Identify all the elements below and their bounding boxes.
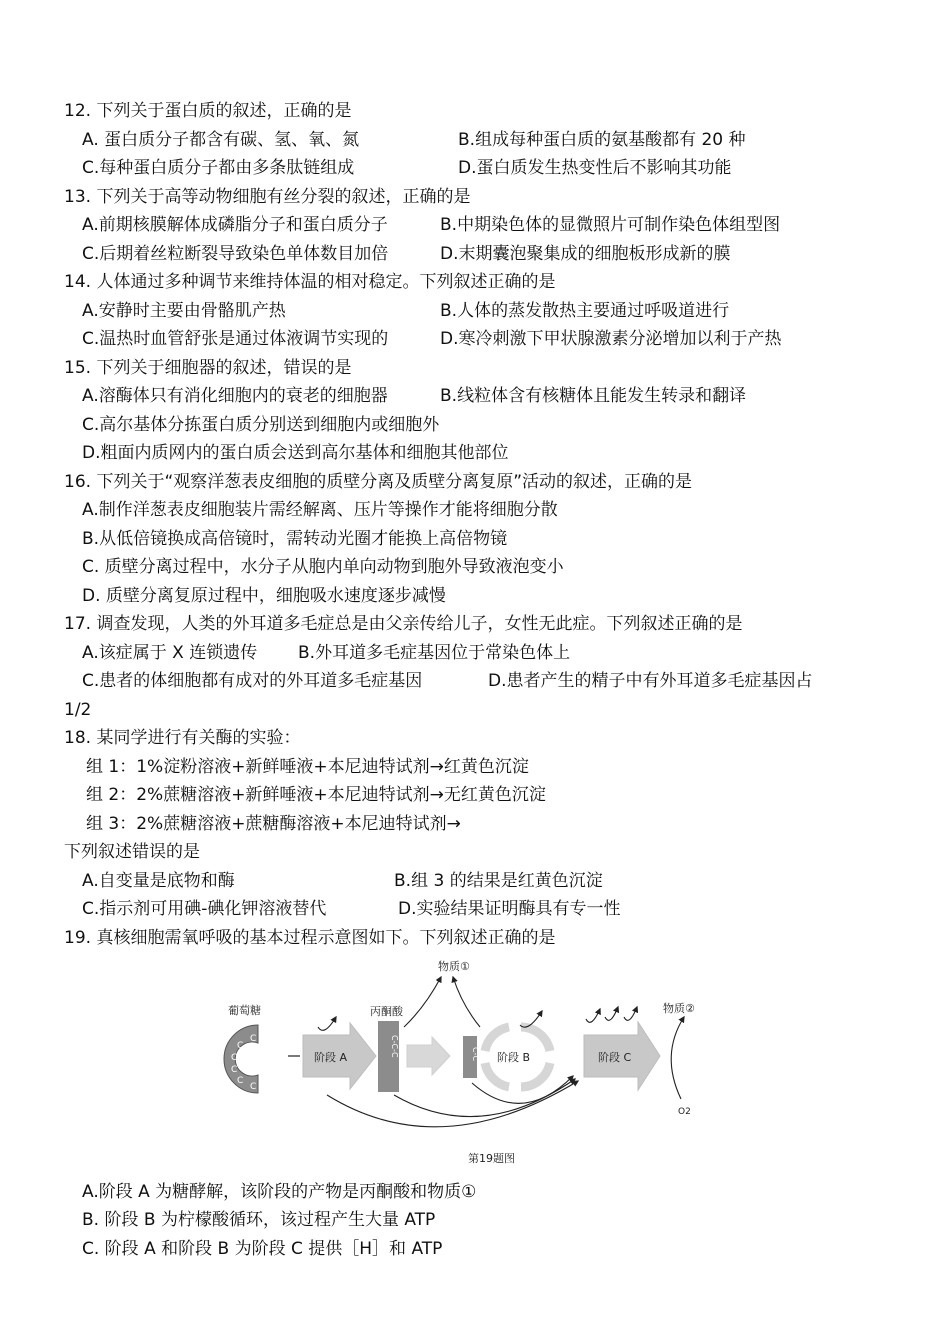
transition-arrow	[407, 1037, 450, 1075]
q18-option-d: D.实验结果证明酶具有专一性	[398, 899, 621, 919]
q15-option-b: B.线粒体含有核糖体且能发生转录和翻译	[440, 386, 747, 406]
q17-option-c: C.患者的体细胞都有成对的外耳道多毛症基因	[82, 671, 423, 691]
glucose-atom: C	[231, 1053, 238, 1063]
q17-option-b: B.外耳道多毛症基因位于常染色体上	[298, 643, 571, 663]
q12-option-b: B.组成每种蛋白质的氨基酸都有 20 种	[458, 130, 746, 150]
o2-arrow	[671, 1017, 684, 1099]
q16-option-a: A.制作洋葱表皮细胞装片需经解离、压片等操作才能将细胞分散	[82, 500, 558, 520]
glucose-atom: C	[250, 1034, 257, 1044]
nadh-arrow	[327, 1081, 578, 1127]
q18-group-3: 组 3：2%蔗糖溶液+蔗糖酶溶液+本尼迪特试剂→	[86, 814, 461, 834]
q13-option-b: B.中期染色体的显微照片可制作染色体组型图	[440, 215, 781, 235]
product-arrow	[624, 1007, 637, 1020]
glucose-atom: C	[237, 1076, 244, 1086]
q19-option-a: A.阶段 A 为糖酵解，该阶段的产物是丙酮酸和物质①	[82, 1182, 477, 1202]
q12-stem: 12. 下列关于蛋白质的叙述，正确的是	[64, 101, 352, 121]
q16-option-d: D. 质壁分离复原过程中，细胞吸水速度逐步减慢	[82, 586, 446, 606]
q16-option-b: B.从低倍镜换成高倍镜时，需转动光圈才能换上高倍物镜	[82, 529, 508, 549]
q17-option-d: D.患者产生的精子中有外耳道多毛症基因占	[488, 671, 813, 691]
q18-stem: 18. 某同学进行有关酶的实验：	[64, 728, 301, 748]
q13-option-c: C.后期着丝粒断裂导致染色单体数目加倍	[82, 244, 389, 264]
glucose-atom: C	[237, 1041, 244, 1051]
substance-1-label: 物质①	[438, 960, 470, 973]
q18-group-1: 组 1：1%淀粉溶液+新鲜唾液+本尼迪特试剂→红黄色沉淀	[86, 757, 529, 777]
q14-option-d: D.寒冷刺激下甲状腺激素分泌增加以利于产热	[440, 329, 782, 349]
substance-1-arrow	[404, 977, 441, 1027]
q17-stem: 17. 调查发现，人类的外耳道多毛症总是由父亲传给儿子，女性无此症。下列叙述正确的是	[64, 614, 743, 634]
stage-b-label: 阶段 B	[497, 1051, 531, 1064]
q14-option-b: B.人体的蒸发散热主要通过呼吸道进行	[440, 301, 730, 321]
q12-option-c: C.每种蛋白质分子都由多条肽链组成	[82, 158, 355, 178]
q19-option-c: C. 阶段 A 和阶段 B 为阶段 C 提供［H］和 ATP	[82, 1239, 443, 1259]
substance-2-label: 物质②	[663, 1002, 695, 1015]
q14-option-a: A.安静时主要由骨骼肌产热	[82, 301, 286, 321]
substance-1-arrow	[453, 977, 480, 1027]
q13-option-a: A.前期核膜解体成磷脂分子和蛋白质分子	[82, 215, 388, 235]
q12-option-d: D.蛋白质发生热变性后不影响其功能	[458, 158, 732, 178]
glucose-atom: C	[250, 1082, 257, 1092]
q17-option-d-continued: 1/2	[64, 700, 92, 720]
q19-option-b: B. 阶段 B 为柠檬酸循环，该过程产生大量 ATP	[82, 1210, 436, 1230]
q16-option-c: C. 质壁分离过程中，水分子从胞内单向动物到胞外导致液泡变小	[82, 557, 564, 577]
q16-stem: 16. 下列关于“观察洋葱表皮细胞的质壁分离及质壁分离复原”活动的叙述，正确的是	[64, 472, 693, 492]
q18-option-c: C.指示剂可用碘-碘化钾溶液替代	[82, 899, 327, 919]
product-arrow	[318, 1017, 336, 1030]
q13-option-d: D.末期囊泡聚集成的细胞板形成新的膜	[440, 244, 731, 264]
glucose-atom: C	[231, 1065, 238, 1075]
q12-option-a: A. 蛋白质分子都含有碳、氢、氧、氮	[82, 130, 360, 150]
q15-stem: 15. 下列关于细胞器的叙述，错误的是	[64, 358, 352, 378]
q15-option-c: C.高尔基体分拣蛋白质分别送到细胞内或细胞外	[82, 415, 440, 435]
q14-stem: 14. 人体通过多种调节来维持体温的相对稳定。下列叙述正确的是	[64, 272, 556, 292]
o2-label: O2	[678, 1107, 691, 1117]
q18-group-2: 组 2：2%蔗糖溶液+新鲜唾液+本尼迪特试剂→无红黄色沉淀	[86, 785, 546, 805]
stage-c-label: 阶段 C	[598, 1051, 632, 1064]
pyruvate-label: 丙酮酸	[370, 1005, 403, 1018]
q18-option-a: A.自变量是底物和酶	[82, 871, 235, 891]
acetyl-chain: C-C	[471, 1047, 480, 1062]
diagram-caption: 第19题图	[468, 1152, 515, 1165]
q17-option-a: A.该症属于 X 连锁遗传	[82, 643, 258, 663]
q15-option-a: A.溶酶体只有消化细胞内的衰老的细胞器	[82, 386, 388, 406]
respiration-diagram	[210, 955, 730, 1170]
q18-lead: 下列叙述错误的是	[64, 842, 200, 862]
q13-stem: 13. 下列关于高等动物细胞有丝分裂的叙述，正确的是	[64, 187, 471, 207]
q18-option-b: B.组 3 的结果是红黄色沉淀	[394, 871, 603, 891]
pyruvate-chain: C-C-C	[390, 1035, 399, 1058]
q15-option-d: D.粗面内质网内的蛋白质会送到高尔基体和细胞其他部位	[82, 443, 509, 463]
product-arrow	[586, 1009, 600, 1022]
q19-stem: 19. 真核细胞需氧呼吸的基本过程示意图如下。下列叙述正确的是	[64, 928, 556, 948]
product-arrow	[605, 1007, 618, 1020]
q14-option-c: C.温热时血管舒张是通过体液调节实现的	[82, 329, 389, 349]
glucose-label: 葡萄糖	[228, 1004, 261, 1017]
stage-a-label: 阶段 A	[314, 1051, 348, 1064]
